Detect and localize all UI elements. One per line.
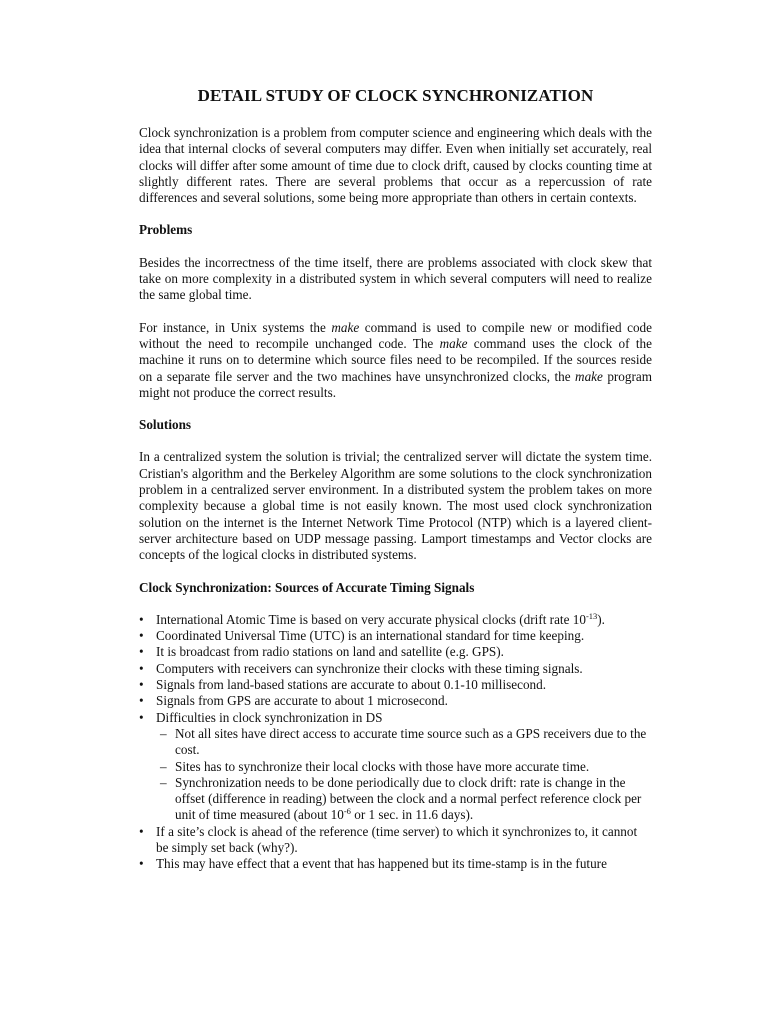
- list-item: • If a site’s clock is ahead of the reference (time server) to which it synchronizes to, it cannot be simply set back (why?).: [139, 824, 652, 857]
- text-run: command is used to compile new or modified code without the need to recompile unchanged code. The: [139, 319, 652, 351]
- text-run: ).: [597, 611, 605, 627]
- solutions-heading: Solutions: [139, 417, 192, 433]
- text-run: For instance, in Unix systems the: [139, 319, 332, 335]
- make-command-term: make: [331, 319, 360, 335]
- list-item: • It is broadcast from radio stations on land and satellite (e.g. GPS).: [139, 644, 652, 660]
- sources-bullet-list: [139, 612, 652, 873]
- list-item: [139, 612, 652, 628]
- sub-list: [156, 726, 652, 824]
- make-command-term: make: [439, 335, 468, 351]
- sub-list-item: – Not all sites have direct access to accurate time source such as a GPS receivers due to the cost.: [156, 726, 652, 759]
- list-item: [139, 710, 652, 824]
- problems-paragraph-1: Besides the incorrectness of the time itself, there are problems associated with clock skew that take on more complexity in a distributed system in which several computers will need to realize the same global time.: [139, 254, 652, 303]
- problems-heading: Problems: [139, 222, 193, 238]
- text-run: Difficulties in clock synchronization in DS: [156, 709, 383, 725]
- text-run: Synchronization needs to be done periodically due to clock drift: rate is change in the offset (difference in reading) between the clock and a normal perfect reference clock per unit of time measured (about 10: [175, 774, 642, 823]
- text-run: or 1 sec. in 11.6 days).: [350, 807, 474, 823]
- sub-list-item: – Sites has to synchronize their local clocks with those have more accurate time.: [156, 759, 652, 775]
- problems-paragraph-2: [139, 320, 652, 401]
- list-item: • This may have effect that a event that has happened but its time-stamp is in the future: [139, 856, 652, 872]
- document-title: DETAIL STUDY OF CLOCK SYNCHRONIZATION: [197, 86, 594, 105]
- sub-list-item: [156, 775, 652, 824]
- text-run: program might not produce the correct results.: [139, 368, 652, 400]
- text-run: International Atomic Time is based on very accurate physical clocks (drift rate 10: [156, 611, 586, 627]
- list-item: • Coordinated Universal Time (UTC) is an international standard for time keeping.: [139, 628, 652, 644]
- list-item: • Signals from GPS are accurate to about 1 microsecond.: [139, 693, 652, 709]
- sources-heading: Clock Synchronization: Sources of Accurate Timing Signals: [139, 579, 475, 595]
- exponent: -13: [585, 610, 598, 621]
- solutions-paragraph: In a centralized system the solution is trivial; the centralized server will dictate the system time. Cristian's algorithm and the Berkeley Algorithm are some solutions to the clock synchronization problem in a centralized server environment. In a distributed system the problem takes on more complexity because a global time is not easily known. The most used clock synchronization solution on the internet is the Internet Network Time Protocol (NTP) which is a layered client-server architecture based on UDP message passing. Lamport timestamps and Vector clocks are concepts of the logical clocks in distributed systems.: [139, 449, 652, 563]
- exponent: -6: [343, 806, 351, 817]
- make-command-term: make: [575, 368, 603, 384]
- list-item: • Signals from land-based stations are accurate to about 0.1-10 millisecond.: [139, 677, 652, 693]
- intro-paragraph: Clock synchronization is a problem from computer science and engineering which deals with the idea that internal clocks of several computers may differ. Even when initially set accurately, real clocks will differ after some amount of time due to clock drift, caused by clocks counting time at slightly different rates. There are several problems that occur as a repercussion of rate differences and several solutions, some being more appropriate than others in certain contexts.: [139, 125, 652, 206]
- list-item: • Computers with receivers can synchronize their clocks with these timing signals.: [139, 661, 652, 677]
- text-run: command uses the clock of the machine it runs on to determine which source files need to be recompiled. If the sources reside on a separate file server and the two machines have unsynchronized clocks, the: [139, 335, 652, 384]
